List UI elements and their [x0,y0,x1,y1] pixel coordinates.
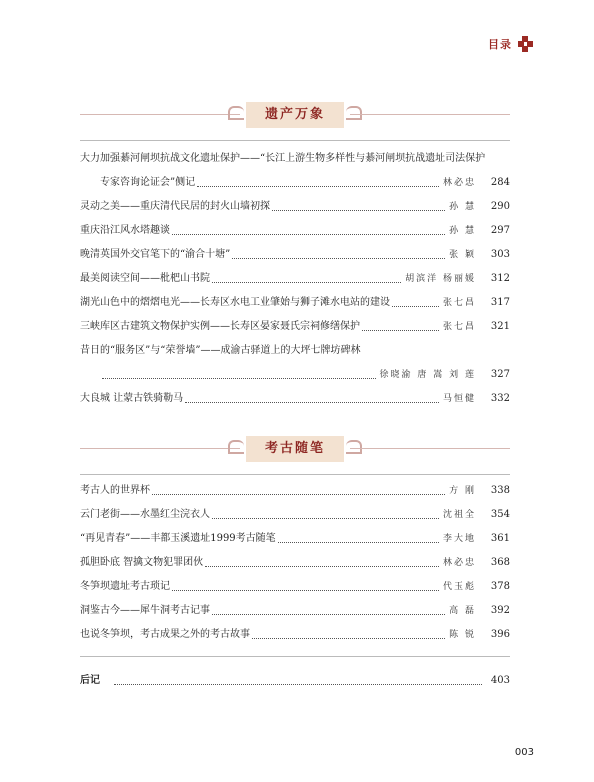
toc-entry-line1[interactable] [80,342,510,358]
entry-page: 312 [490,273,510,284]
entry-title: 大良城 让蒙古铁骑勒马 [80,393,184,404]
entry-page: 368 [490,557,510,568]
toc-entry[interactable] [80,270,510,286]
entry-title: 灵动之美——重庆清代民居的封火山墙初探 [80,201,270,212]
entry-title: 大力加强綦河闸坝抗战文化遗址保护——“长江上游生物多样性与綦河闸坝抗战遗址司法保护 [80,153,486,164]
entry-author: 孙 慧 [449,202,476,212]
entry-page: 338 [490,485,510,496]
entry-page: 303 [490,249,510,260]
entry-author: 张七昌 [442,298,476,308]
entry-page: 290 [490,201,510,212]
divider [80,140,510,141]
running-header [488,36,534,52]
entry-author: 方 刚 [449,486,476,496]
section-title: 考古随笔 [246,436,344,462]
entry-title: 专家咨询论证会”侧记 [100,177,196,188]
entry-author: 林必忠 [442,178,476,188]
page-number: 003 [514,747,534,758]
toc-entry[interactable] [100,174,510,190]
divider [80,474,510,475]
entry-title: 昔日的“服务区”与“荣誉墙”——成渝古驿道上的大坪七牌坊碑林 [80,345,361,356]
dot-leader [172,234,445,235]
entry-author: 张七昌 [442,322,476,332]
entry-author: 张 颖 [449,250,476,260]
dot-leader [362,330,439,331]
section-title: 遗产万象 [246,102,344,128]
entry-title: 也说冬笋坝，考古成果之外的考古故事 [80,629,250,640]
entry-page: 392 [490,605,510,616]
toc-entry[interactable] [80,246,510,262]
entry-title: 三峡库区古建筑文物保护实例——长寿区晏家聂氏宗祠修缮保护 [80,321,360,332]
dot-leader [252,638,445,639]
entry-page: 378 [490,581,510,592]
toc-entry[interactable] [80,318,510,334]
entry-title: 孤胆卧底 智擒文物犯罪团伙 [80,557,204,568]
entry-title: 湖光山色中的熠熠电光——长寿区水电工业肇始与狮子滩水电站的建设 [80,297,390,308]
entry-title: 晚清英国外交官笔下的“渝合十塘” [80,249,231,260]
entry-title: 冬笋坝遗址考古琐记 [80,581,170,592]
entry-author: 陈 锐 [449,630,476,640]
entry-page: 284 [490,177,510,188]
section-heading-archaeology [80,436,510,462]
entry-page: 354 [490,509,510,520]
entry-page: 332 [490,393,510,404]
dot-leader [114,684,482,685]
entry-author: 马恒健 [442,394,476,404]
header-title: 目录 [488,38,512,51]
entry-author: 高 磊 [449,606,476,616]
dot-leader [205,566,439,567]
afterword-page: 403 [490,675,510,686]
toc-entry[interactable] [80,578,510,594]
entry-page: 396 [490,629,510,640]
toc-entry-line1[interactable] [80,150,510,166]
toc-entry[interactable] [80,602,510,618]
dot-leader [185,402,439,403]
entry-title: 洞鉴古今——犀牛洞考古记事 [80,605,210,616]
toc-entry[interactable] [80,530,510,546]
toc-entry[interactable] [80,482,510,498]
entry-author: 孙 慧 [449,226,476,236]
entry-author: 林必忠 [442,558,476,568]
afterword-title: 后记 [80,675,100,686]
entry-author: 代玉彪 [442,582,476,592]
entry-page: 327 [490,369,510,380]
section-heading-heritage [80,102,510,128]
entry-author: 胡滨洋 杨丽媛 [405,274,476,284]
entry-title: “再见青春”——丰都玉溪遗址1999考古随笔 [80,533,276,544]
entry-author: 沈祖全 [442,510,476,520]
toc-entry[interactable] [80,506,510,522]
entry-page: 297 [490,225,510,236]
dot-leader [152,494,445,495]
entry-title: 最美阅读空间——枇杷山书院 [80,273,210,284]
toc-entry-afterword[interactable] [80,672,510,688]
toc-entry[interactable] [80,554,510,570]
dot-leader [102,378,376,379]
entry-title: 重庆沿江风水塔趣谈 [80,225,170,236]
entry-page: 317 [490,297,510,308]
toc-entry[interactable] [100,366,510,382]
dot-leader [212,282,401,283]
dot-leader [172,590,439,591]
toc-entry[interactable] [80,626,510,642]
dot-leader [392,306,439,307]
divider [80,656,510,657]
toc-entry[interactable] [80,222,510,238]
dot-leader [232,258,445,259]
toc-entry[interactable] [80,390,510,406]
dot-leader [212,614,445,615]
entry-author: 李大地 [442,534,476,544]
entry-author: 徐晓渝 唐 嵩 刘 莲 [379,370,476,380]
dot-leader [212,518,439,519]
dot-leader [272,210,445,211]
dot-leader [197,186,439,187]
toc-entry[interactable] [80,198,510,214]
entry-page: 361 [490,533,510,544]
entry-page: 321 [490,321,510,332]
entry-title: 云门老街——水墨红尘浣衣人 [80,509,210,520]
toc-entry[interactable] [80,294,510,310]
dot-leader [278,542,439,543]
entry-title: 考古人的世界杯 [80,485,150,496]
red-square-cluster-icon [518,36,534,52]
